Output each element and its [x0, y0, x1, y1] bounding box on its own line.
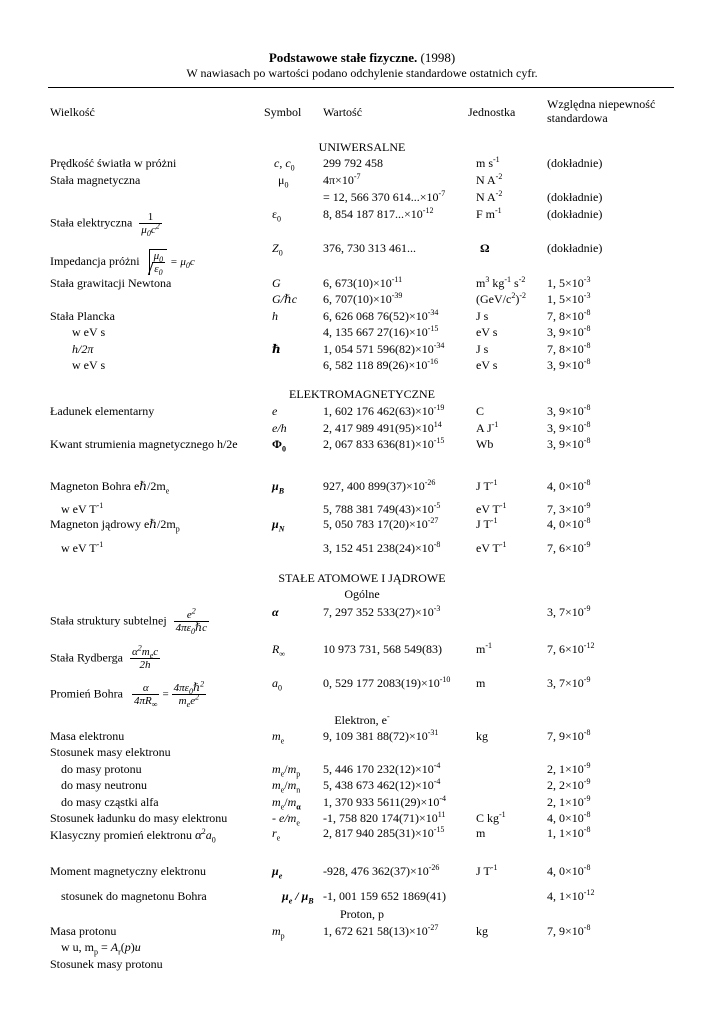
formula-sqrt: $\frac{\mu_0}{\varepsilon_0}$: [149, 249, 168, 275]
table-row: [0, 517, 724, 533]
row-value: 9, 109 381 $88(72)\times 10^{-31}$: [323, 728, 439, 743]
col-header-uncertainty-1: Względna niepewność: [547, 97, 656, 111]
row-symbol: G/ℏc: [272, 292, 298, 306]
row-value: 5, 788 381 $749(43)\times 10^{-5}$: [323, 501, 441, 516]
row-uncertainty: 4, $1\times 10^{-12}$: [547, 888, 595, 903]
row-value: -928, 476 $362(37)\times 10^{-26}$: [323, 863, 440, 878]
row-value: 6, $673(10)\times 10^{-11}$: [323, 275, 403, 290]
col-header-quantity: Wielkość: [50, 105, 95, 119]
row-uncertainty: 3, $9\times 10^{-8}$: [547, 324, 591, 339]
row-name: Stała elektryczna $\frac{1}{\mu_0c^2}$: [50, 211, 160, 239]
row-name: Klasyczny promień elektronu $\alpha^2a_0$: [50, 827, 216, 845]
row-uncertainty: 2, $1\times 10^{-9}$: [547, 761, 591, 776]
row-name: Prędkość światła w próżni: [50, 156, 177, 170]
row-uncertainty: 7, $3\times 10^{-9}$: [547, 501, 591, 516]
table-row: [0, 309, 724, 325]
table-row: [0, 889, 724, 905]
row-unit: J $T^{-1}$: [476, 863, 498, 878]
section-universal: UNIWERSALNE: [318, 140, 406, 154]
table-row: [0, 729, 724, 745]
table-row: [0, 811, 724, 827]
subsection-electron: Elektron, e-: [334, 712, 390, 727]
table-row: [0, 674, 724, 708]
table-row: [0, 502, 724, 518]
row-symbol: $\mu_B$: [272, 479, 285, 496]
row-unit: F $m^{-1}$: [476, 206, 502, 221]
table-row: [0, 173, 724, 189]
row-symbol: $m_e/m_n$: [272, 778, 301, 795]
row-name: Stała magnetyczna: [50, 173, 141, 187]
row-uncertainty: 3, $7\times 10^{-9}$: [547, 604, 591, 619]
row-unit: J s: [476, 309, 489, 323]
subsection-proton: Proton, p: [339, 907, 384, 921]
table-row: [0, 292, 724, 308]
row-unit: m: [476, 826, 486, 840]
table-row: [0, 745, 724, 761]
row-uncertainty: 1, $5\times 10^{-3}$: [547, 291, 591, 306]
row-name: Stosunek masy protonu: [50, 957, 163, 971]
row-name: do masy protonu: [61, 762, 142, 776]
row-name: Stosunek ładunku do masy elektronu: [50, 811, 228, 825]
row-unit: J $T^{-1}$: [476, 516, 498, 531]
table-row: [0, 437, 724, 453]
row-value: 6, 626 068 $76(52)\times 10^{-34}$: [323, 308, 439, 323]
row-name: Stała Plancka: [50, 309, 115, 323]
formula-fraction: $\frac{\alpha^2m_ec}{2h}$: [131, 643, 159, 671]
row-uncertainty: (dokładnie): [547, 241, 603, 255]
row-uncertainty: 7, $6\times 10^{-9}$: [547, 540, 591, 555]
row-value: 2, 817 940 $285(31)\times 10^{-15}$: [323, 825, 445, 840]
row-name: Promień Bohra $\frac{\alpha}{4\pi R_\infty}$ = $\frac{4\pi\varepsilon_0\hbar^2}{m_ee^2}$: [50, 679, 205, 710]
row-symbol: e/h: [272, 421, 287, 435]
row-unit: A $J^{-1}$: [476, 420, 499, 435]
row-value: 3, 152 451 $238(24)\times 10^{-8}$: [323, 540, 441, 555]
row-unit: eV $T^{-1}$: [476, 501, 507, 516]
row-uncertainty: 7, $8\times 10^{-8}$: [547, 308, 591, 323]
row-symbol: $R_\infty$: [272, 642, 286, 659]
row-uncertainty: 3, $9\times 10^{-8}$: [547, 436, 591, 451]
row-name: Impedancja próżni $\frac{\mu_0}{\varepsilon_0}$ = $\mu_0c$: [50, 250, 195, 278]
table-row: [0, 325, 724, 341]
row-value: 6, 582 118 $89(26)\times 10^{-16}$: [323, 357, 438, 372]
row-unit: $m^3$ $kg^{-1}$ $s^{-2}$: [476, 275, 526, 290]
table-row: [0, 479, 724, 495]
row-name: do masy neutronu: [61, 778, 147, 792]
row-uncertainty: (dokładnie): [547, 156, 603, 170]
row-uncertainty: 7, $8\times 10^{-8}$: [547, 341, 591, 356]
row-name: Moment magnetyczny elektronu: [50, 864, 206, 878]
row-value: 927, 400 $899(37)\times 10^{-26}$: [323, 478, 436, 493]
row-value: -1, 758 820 $174(71)\times 10^{11}$: [323, 810, 446, 825]
table-row: [0, 795, 724, 811]
row-unit: C: [476, 404, 485, 418]
row-value: 376, 730 313 461...: [323, 241, 416, 255]
row-symbol: $\mu_N$: [272, 517, 285, 534]
subsection-general: Ogólne: [344, 587, 380, 601]
row-value: 0, 529 177 $2083(19)\times 10^{-10}$: [323, 675, 451, 690]
table-row: [0, 358, 724, 374]
row-value: 5, 050 783 $17(20)\times 10^{-27}$: [323, 516, 439, 531]
section-atomic: STAŁE ATOMOWE I JĄDROWE: [278, 571, 446, 585]
row-name: stosunek do magnetonu Bohra: [61, 889, 207, 903]
row-symbol: $m_e$: [272, 729, 285, 746]
header-rule: [48, 87, 674, 88]
row-uncertainty: 1, $5\times 10^{-3}$: [547, 275, 591, 290]
ohm-symbol: Ω: [480, 241, 490, 255]
row-name: w eV $T^{-1}$: [61, 540, 104, 555]
row-symbol: $\mu_0$: [278, 173, 289, 190]
row-value: 299 792 458: [323, 156, 383, 170]
row-uncertainty: 3, $9\times 10^{-8}$: [547, 420, 591, 435]
row-name: h/2π: [72, 342, 94, 356]
table-row: [0, 778, 724, 794]
row-value: 1, 672 621 $58(13)\times 10^{-27}$: [323, 923, 439, 938]
row-symbol: $m_e/m_\alpha$: [272, 795, 301, 812]
table-row: [0, 404, 724, 420]
row-symbol: $m_p$: [272, 924, 285, 941]
row-uncertainty: 4, $0\times 10^{-8}$: [547, 810, 591, 825]
row-uncertainty: 3, $9\times 10^{-8}$: [547, 357, 591, 372]
row-symbol: h: [272, 309, 278, 323]
row-name: Stała struktury subtelnej $\frac{e^2}{4\pi\varepsilon_0\hbar c}$: [50, 606, 207, 637]
row-symbol: $m_e/m_p$: [272, 762, 301, 779]
col-header-value: Wartość: [323, 105, 363, 119]
row-symbol: - $e/m_e$: [272, 811, 300, 828]
row-symbol: $a_0$: [272, 676, 282, 693]
row-unit: N $A^{-2}$: [476, 189, 503, 204]
row-uncertainty: 4, $0\times 10^{-8}$: [547, 478, 591, 493]
table-row: [0, 207, 724, 241]
row-value: 1, 054 571 $596(82)\times 10^{-34}$: [323, 341, 445, 356]
table-row: [0, 924, 724, 940]
table-row: [0, 864, 724, 880]
row-name: Masa elektronu: [50, 729, 125, 743]
col-header-symbol: Symbol: [264, 105, 302, 119]
row-symbol: c, $c_0$: [274, 156, 295, 173]
row-unit: C $kg^{-1}$: [476, 810, 506, 825]
row-unit: J s: [476, 342, 489, 356]
col-header-uncertainty-2: standardowa: [547, 111, 608, 125]
row-value: 6, $707(10)\times 10^{-39}$: [323, 291, 403, 306]
row-uncertainty: 2, $2\times 10^{-9}$: [547, 777, 591, 792]
row-unit: J $T^{-1}$: [476, 478, 498, 493]
row-name: w u, $m_p = A_r(p)u$: [61, 940, 141, 957]
table-row: [0, 640, 724, 674]
row-uncertainty: 4, $0\times 10^{-8}$: [547, 863, 591, 878]
row-value: 1, 602 176 $462(63)\times 10^{-19}$: [323, 403, 445, 418]
formula-fraction: $\frac{4\pi\varepsilon_0\hbar^2}{m_ee^2}$: [173, 679, 205, 710]
row-name: Stała grawitacji Newtona: [50, 276, 172, 290]
row-unit: m: [476, 676, 486, 690]
row-name: Stała Rydberga $\frac{\alpha^2m_ec}{2h}$: [50, 643, 159, 671]
row-unit: eV $T^{-1}$: [476, 540, 507, 555]
table-row: [0, 421, 724, 437]
row-value: 7, 297 352 $533(27)\times 10^{-3}$: [323, 604, 441, 619]
table-row: [0, 342, 724, 358]
row-uncertainty: 3, $7\times 10^{-9}$: [547, 675, 591, 690]
table-row: [0, 826, 724, 846]
row-name: w eV s: [72, 325, 106, 339]
row-value: 8, 854 187 $817...\times 10^{-12}$: [323, 206, 434, 221]
row-name: Magneton jądrowy $e\hbar/2m_p$: [50, 517, 180, 534]
row-name: Stosunek masy elektronu: [50, 745, 171, 759]
row-unit: kg: [476, 729, 488, 743]
row-uncertainty: 7, $9\times 10^{-8}$: [547, 923, 591, 938]
row-name: do masy cząstki alfa: [61, 795, 159, 809]
row-unit: eV s: [476, 325, 498, 339]
section-electromagnetic: ELEKTROMAGNETYCZNE: [289, 387, 435, 401]
row-unit: m $s^{-1}$: [476, 155, 500, 170]
row-name: Masa protonu: [50, 924, 117, 938]
row-symbol: ℏ: [272, 342, 281, 356]
row-uncertainty: 7, $9\times 10^{-8}$: [547, 728, 591, 743]
page-title: Podstawowe stałe fizyczne. (1998): [268, 50, 456, 65]
row-symbol: e: [272, 404, 278, 418]
row-value: 1, 370 933 $5611(29)\times 10^{-4}$: [323, 794, 446, 809]
row-unit: $m^{-1}$: [476, 641, 493, 656]
row-value: $4\pi\times 10^{-7}$: [323, 172, 361, 187]
row-unit: kg: [476, 924, 488, 938]
row-uncertainty: 2, $1\times 10^{-9}$: [547, 794, 591, 809]
page-subtitle: W nawiasach po wartości podano odchylenie standardowe ostatnich cyfr.: [186, 66, 538, 80]
row-symbol: $\varepsilon_0$: [272, 207, 282, 224]
row-value: 2, 067 833 $636(81)\times 10^{-15}$: [323, 436, 445, 451]
row-value: 5, 438 673 $462(12)\times 10^{-4}$: [323, 777, 441, 792]
row-uncertainty: (dokładnie): [547, 190, 603, 204]
row-symbol: $Z_0$: [272, 241, 283, 258]
row-value: 5, 446 170 $232(12)\times 10^{-4}$: [323, 761, 441, 776]
row-symbol: $\mu_e / \mu_B$: [282, 889, 314, 906]
table-row: [0, 276, 724, 292]
row-uncertainty: (dokładnie): [547, 207, 603, 221]
row-symbol: G: [272, 276, 281, 290]
formula-fraction: $\frac{e^2}{4\pi\varepsilon_0\hbar c}$: [175, 606, 207, 637]
table-row: [0, 241, 724, 278]
table-row: [0, 957, 724, 973]
row-unit: eV s: [476, 358, 498, 372]
row-uncertainty: 3, $9\times 10^{-8}$: [547, 403, 591, 418]
row-unit: Wb: [476, 437, 494, 451]
row-name: w eV $T^{-1}$: [61, 501, 104, 516]
row-unit: N $A^{-2}$: [476, 172, 503, 187]
row-name: Magneton Bohra $e\hbar/2m_e$: [50, 479, 170, 496]
row-name: w eV s: [72, 358, 106, 372]
formula-fraction: $\frac{\alpha}{4\pi R_\infty}$: [134, 682, 158, 710]
row-unit: $(GeV/c^2)^{-2}$: [476, 291, 526, 306]
table-row: [0, 190, 724, 206]
row-uncertainty: 4, $0\times 10^{-8}$: [547, 516, 591, 531]
row-value: 2, 417 989 $491(95)\times 10^{14}$: [323, 420, 442, 435]
row-uncertainty: 7, $6\times 10^{-12}$: [547, 641, 595, 656]
table-row: [0, 156, 724, 172]
row-value: 10 973 731, 568 549(83): [323, 642, 442, 656]
row-value: -1, 001 159 652 1869(41): [323, 889, 446, 903]
table-row: [0, 762, 724, 778]
row-symbol: α: [272, 605, 279, 619]
row-value: 4, 135 667 $27(16)\times 10^{-15}$: [323, 324, 439, 339]
col-header-unit: Jednostka: [468, 105, 516, 119]
table-row: [0, 541, 724, 557]
table-row: [0, 603, 724, 637]
row-name: Kwant strumienia magnetycznego h/2e: [50, 437, 238, 451]
row-value: = 12, 566 370 $614...\times 10^{-7}$: [323, 189, 446, 204]
formula-fraction: $\frac{1}{\mu_0c^2}$: [141, 211, 160, 239]
row-uncertainty: 1, $1\times 10^{-8}$: [547, 825, 591, 840]
row-name: Ładunek elementarny: [50, 404, 155, 418]
row-symbol: $r_e$: [272, 826, 281, 843]
row-symbol: $\Phi_0$: [272, 437, 286, 454]
row-symbol: $\mu_e$: [272, 864, 283, 881]
table-row: [0, 940, 724, 956]
